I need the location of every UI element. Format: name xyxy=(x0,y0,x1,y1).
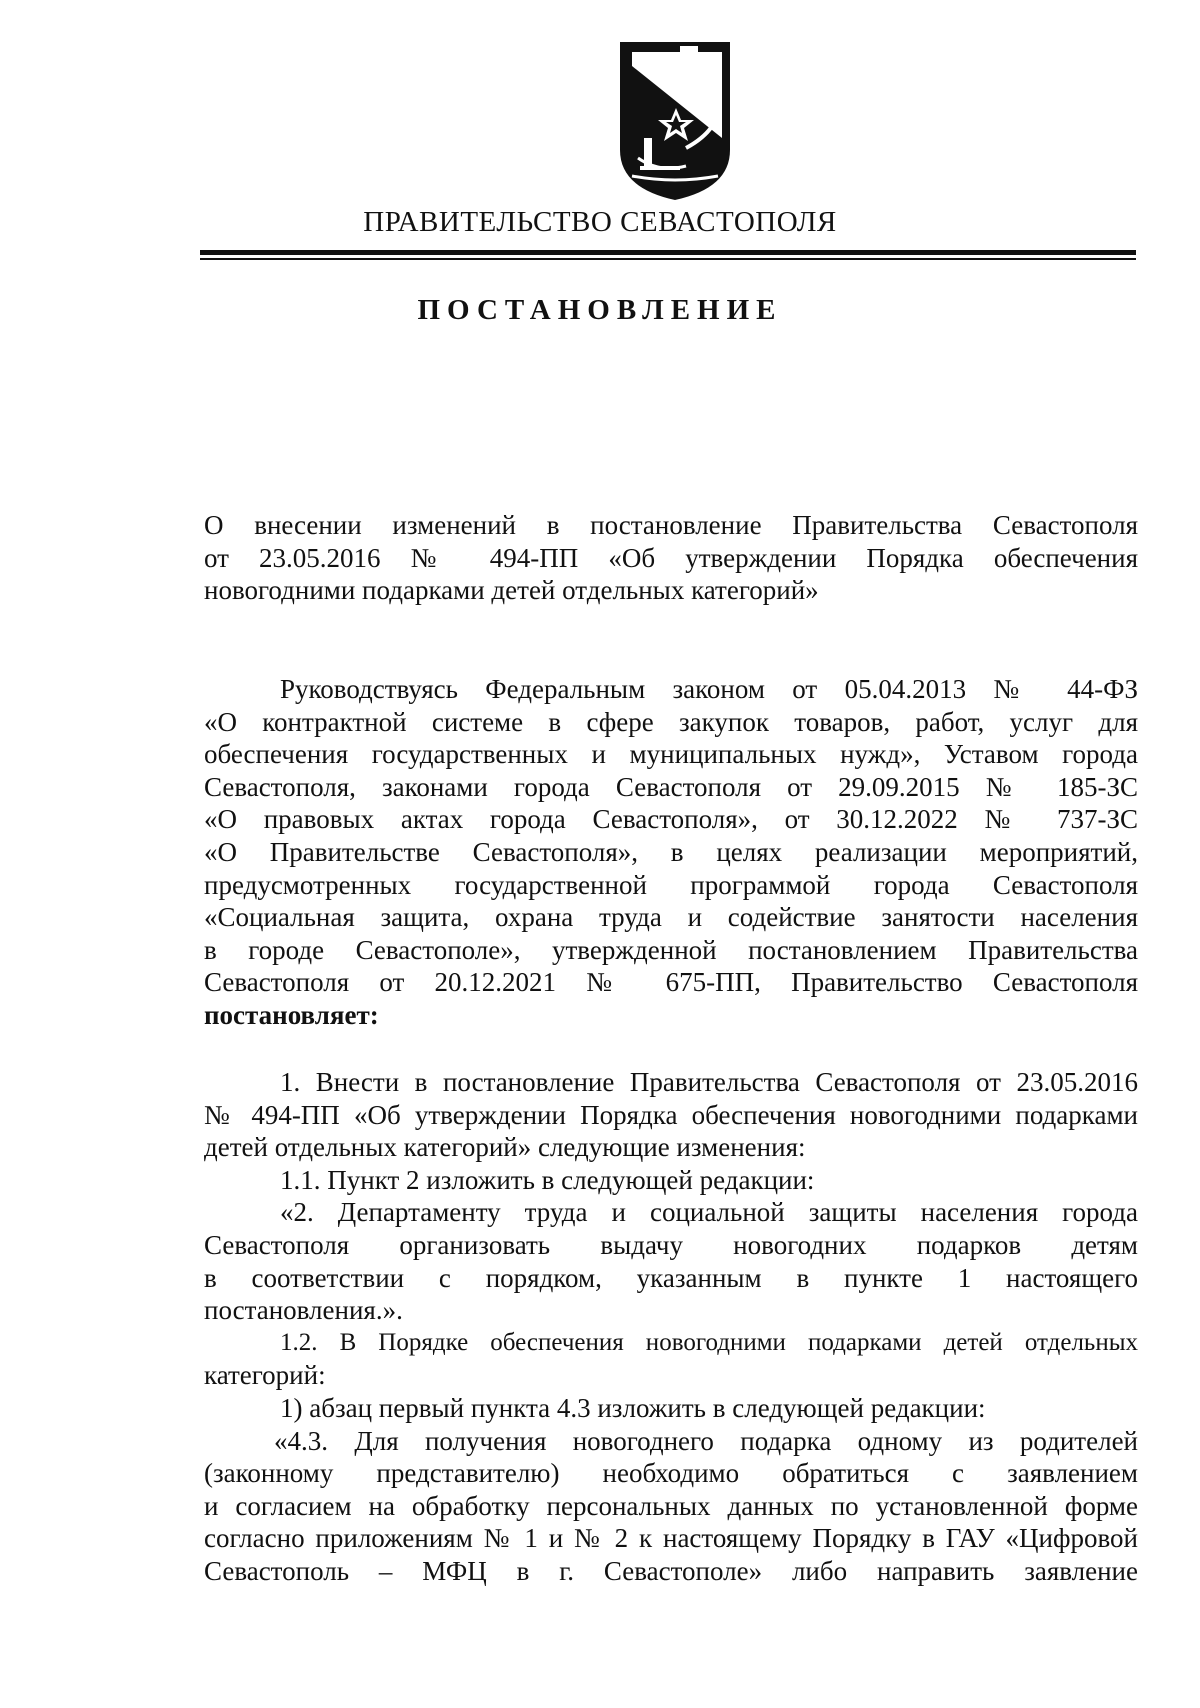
preamble-line: «Социальная защита, охрана труда и содействие занятости населения xyxy=(204,902,1138,933)
title-line: от 23.05.2016 № 494-ПП «Об утверждении Порядка обеспечения xyxy=(204,542,1138,573)
government-name: ПРАВИТЕЛЬСТВО СЕВАСТОПОЛЯ xyxy=(363,206,837,238)
item1-2-line: 1.2. В Порядке обеспечения новогодними подарками детей отдельных xyxy=(280,1328,1138,1356)
item1-1-line: постановления.». xyxy=(204,1295,403,1326)
preamble-line: «О контрактной системе в сфере закупок товаров, работ, услуг для xyxy=(204,706,1138,737)
preamble-line: предусмотренных государственной программой города Севастополя xyxy=(204,869,1138,900)
preamble-decision: постановляет: xyxy=(204,999,379,1030)
item4-3-line: и согласием на обработку персональных данных по установленной форме xyxy=(204,1490,1138,1521)
item1-line: № 494-ПП «Об утверждении Порядка обеспечения новогодними подарками xyxy=(204,1099,1138,1130)
item4-3-line: «4.3. Для получения новогоднего подарка одному из родителей xyxy=(274,1425,1138,1456)
item1-1-line: в соответствии с порядком, указанным в пункте 1 настоящего xyxy=(204,1262,1138,1293)
preamble-line: в городе Севастополе», утвержденной постановлением Правительства xyxy=(204,934,1138,965)
item1-1-line: Севастополя организовать выдачу новогодних подарков детям xyxy=(204,1229,1138,1260)
item4-3-line: Севастополь – МФЦ в г. Севастополе» либо направить заявление xyxy=(204,1555,1138,1586)
preamble-line: Руководствуясь Федеральным законом от 05.04.2013 № 44-ФЗ xyxy=(280,674,1138,704)
preamble-line: обеспечения государственных и муниципальных нужд», Уставом города xyxy=(204,739,1138,770)
preamble-line: Севастополя от 20.12.2021 № 675-ПП, Правительство Севастополя xyxy=(204,967,1138,998)
item4-3-line: согласно приложениям № 1 и № 2 к настоящему Порядку в ГАУ «Цифровой xyxy=(204,1523,1138,1554)
preamble-line: Севастополя, законами города Севастополя от 29.09.2015 № 185-ЗС xyxy=(204,771,1138,802)
header-rule-thick xyxy=(200,250,1136,255)
item4-3-line: (законному представителю) необходимо обратиться с заявлением xyxy=(204,1458,1138,1489)
item1-line: детей отдельных категорий» следующие изменения: xyxy=(204,1132,806,1163)
header-rule-thin xyxy=(200,258,1136,260)
item1-1-heading: 1.1. Пункт 2 изложить в следующей редакции: xyxy=(280,1164,815,1195)
sevastopol-coat-of-arms-icon xyxy=(614,38,736,203)
item1-1-line: «2. Департаменту труда и социальной защиты населения города xyxy=(280,1197,1138,1228)
title-line: новогодними подарками детей отдельных категорий» xyxy=(204,575,819,606)
document-title xyxy=(204,509,1138,607)
item1-line: 1. Внести в постановление Правительства Севастополя от 23.05.2016 xyxy=(280,1067,1138,1097)
item1-2-subitem: 1) абзац первый пункта 4.3 изложить в следующей редакции: xyxy=(280,1392,986,1423)
preamble xyxy=(204,673,1138,1032)
item1-2-line: категорий: xyxy=(204,1360,326,1391)
item-1 xyxy=(204,1066,1138,1588)
document-type: ПОСТАНОВЛЕНИЕ xyxy=(417,294,783,326)
preamble-line: «О правовых актах города Севастополя», от 30.12.2022 № 737-ЗС xyxy=(204,804,1138,835)
preamble-line: «О Правительстве Севастополя», в целях реализации мероприятий, xyxy=(204,836,1138,867)
title-line: О внесении изменений в постановление Правительства Севастополя xyxy=(204,510,1138,540)
